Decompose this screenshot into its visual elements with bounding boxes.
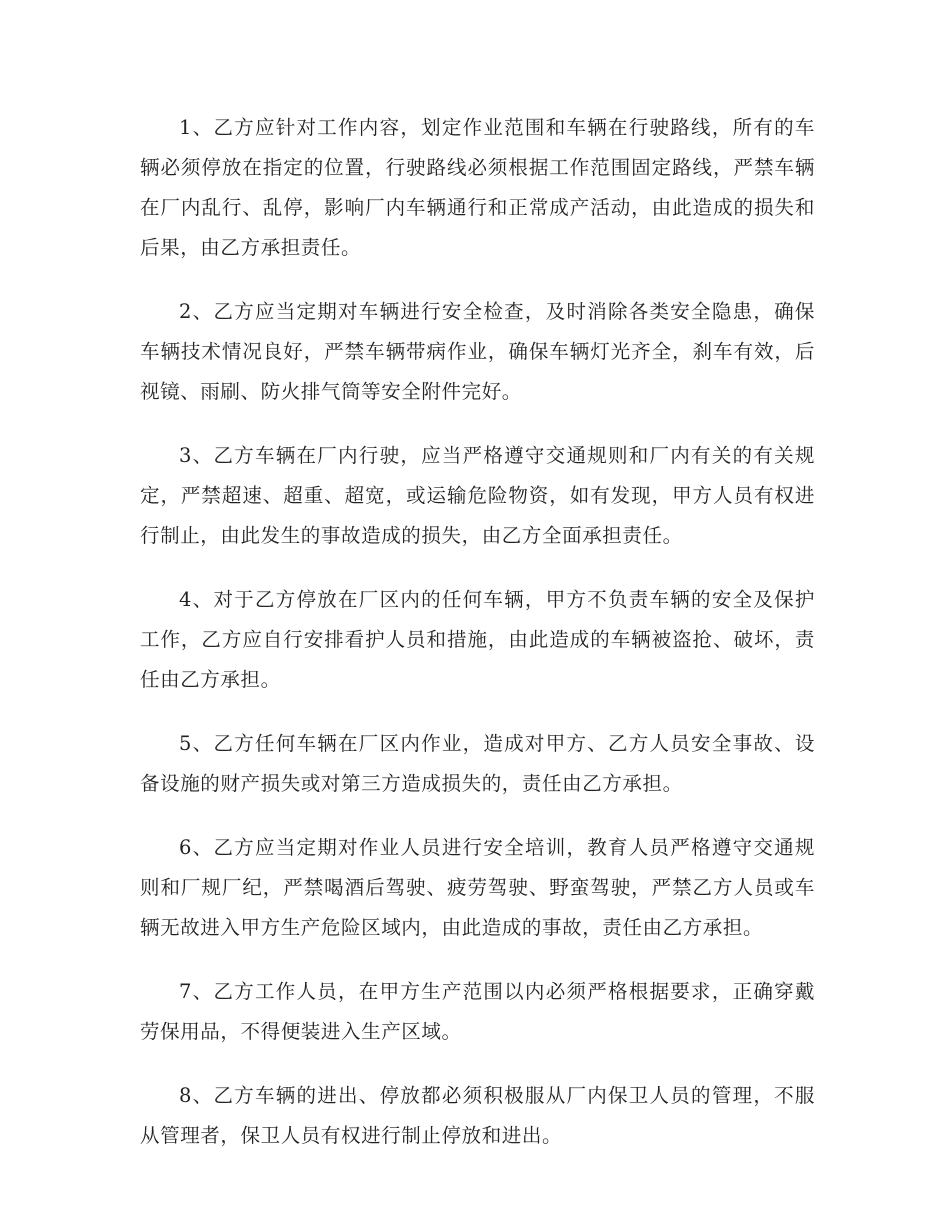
clause-1-paragraph: 1、乙方应针对工作内容，划定作业范围和车辆在行驶路线，所有的车辆必须停放在指定的位置，行驶路线必须根据工作范围固定路线，严禁车辆在厂内乱行、乱停，影响厂内车辆通行和正常成产活动，由此造成的损失和后果，由乙方承担责任。 bbox=[140, 116, 815, 259]
document-body bbox=[140, 108, 815, 1180]
clause-8-paragraph: 8、乙方车辆的进出、停放都必须积极服从厂内保卫人员的管理，不服从管理者，保卫人员有权进行制止停放和进出。 bbox=[140, 1084, 815, 1147]
clause-2-paragraph: 2、乙方应当定期对车辆进行安全检查，及时消除各类安全隐患，确保车辆技术情况良好，严禁车辆带病作业，确保车辆灯光齐全，刹车有效，后视镜、雨刷、防火排气筒等安全附件完好。 bbox=[140, 300, 815, 403]
clause-7-paragraph: 7、乙方工作人员，在甲方生产范围以内必须严格根据要求，正确穿戴劳保用品，不得便装进入生产区域。 bbox=[140, 980, 815, 1043]
clause-3-paragraph: 3、乙方车辆在厂内行驶，应当严格遵守交通规则和厂内有关的有关规定，严禁超速、超重、超宽，或运输危险物资，如有发现，甲方人员有权进行制止，由此发生的事故造成的损失，由乙方全面承担责任。 bbox=[140, 444, 815, 547]
clause-6-paragraph: 6、乙方应当定期对作业人员进行安全培训，教育人员严格遵守交通规则和厂规厂纪，严禁喝酒后驾驶、疲劳驾驶、野蛮驾驶，严禁乙方人员或车辆无故进入甲方生产危险区域内，由此造成的事故，责任由乙方承担。 bbox=[140, 836, 815, 939]
clause-5-paragraph: 5、乙方任何车辆在厂区内作业，造成对甲方、乙方人员安全事故、设备设施的财产损失或对第三方造成损失的，责任由乙方承担。 bbox=[140, 732, 815, 795]
clause-4-paragraph: 4、对于乙方停放在厂区内的任何车辆，甲方不负责车辆的安全及保护工作，乙方应自行安排看护人员和措施，由此造成的车辆被盗抢、破坏，责任由乙方承担。 bbox=[140, 588, 815, 691]
